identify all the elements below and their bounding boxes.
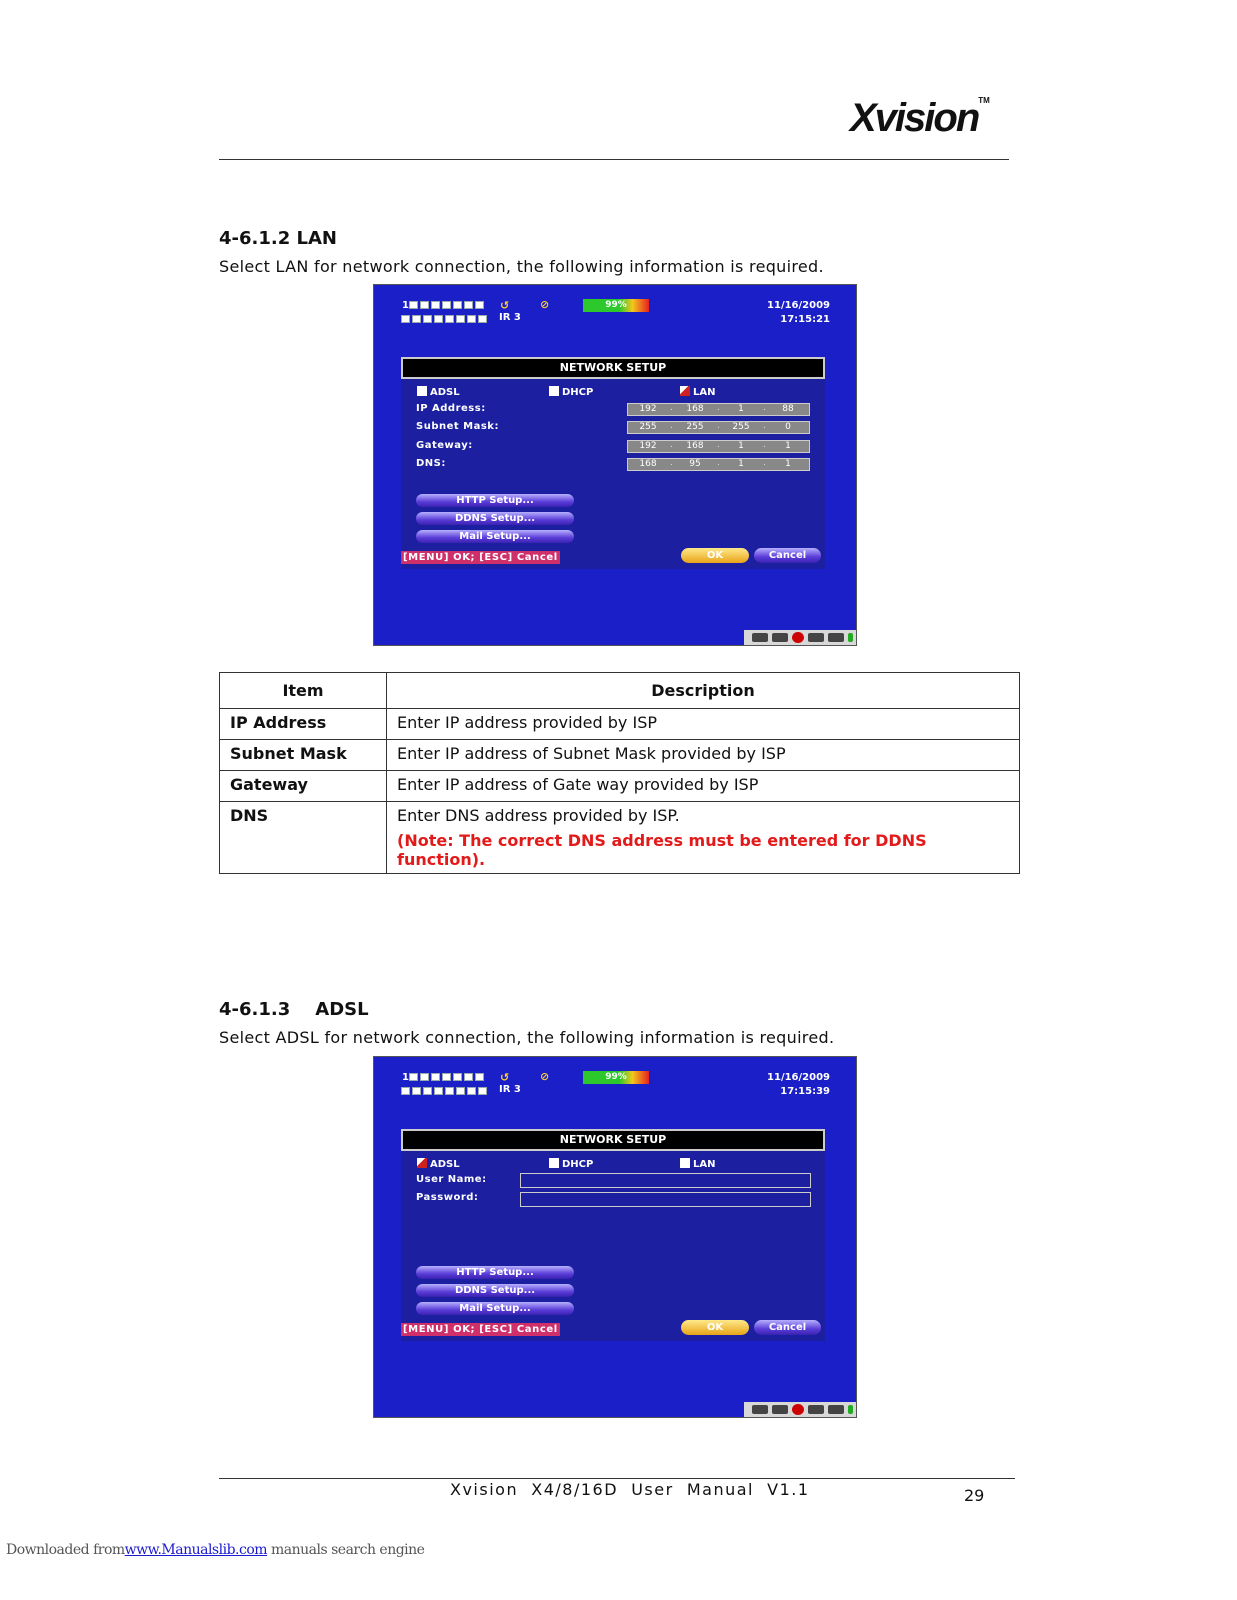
key-hint: [MENU] OK; [ESC] Cancel bbox=[403, 552, 558, 563]
adsl-option[interactable]: ADSL bbox=[417, 1158, 460, 1170]
http-setup-button[interactable]: HTTP Setup... bbox=[416, 1266, 574, 1279]
mail-setup-button[interactable]: Mail Setup... bbox=[416, 1302, 574, 1315]
dns-note: (Note: The correct DNS address must be entered for DDNS function). bbox=[397, 831, 927, 869]
cancel-button[interactable]: Cancel bbox=[754, 548, 821, 563]
lan-option[interactable]: LAN bbox=[680, 386, 715, 398]
dns-field[interactable]: 168 . 95 . 1 . 1 bbox=[627, 458, 810, 471]
http-setup-button[interactable]: HTTP Setup... bbox=[416, 494, 574, 507]
monitor-icon bbox=[772, 1405, 788, 1414]
subnet-mask-field[interactable]: 255 . 255 . 255 . 0 bbox=[627, 421, 810, 434]
checkbox-icon bbox=[549, 1158, 559, 1168]
network-icon: ↺ bbox=[500, 1071, 510, 1084]
download-notice: Downloaded fromwww.Manualslib.com manuals search engine bbox=[6, 1542, 425, 1558]
lock-icon: ⊘ bbox=[540, 298, 550, 311]
checkbox-checked-icon bbox=[680, 386, 690, 396]
settings-icon bbox=[828, 633, 844, 642]
camera-icon bbox=[752, 633, 768, 642]
power-icon bbox=[848, 633, 853, 642]
checkbox-icon bbox=[549, 386, 559, 396]
panel-title: NETWORK SETUP bbox=[401, 357, 825, 379]
disk-usage-bar: 99% bbox=[583, 1071, 649, 1084]
gateway-label: Gateway: bbox=[416, 440, 473, 451]
folder-icon bbox=[808, 1405, 824, 1414]
dhcp-option[interactable]: DHCP bbox=[549, 1158, 593, 1170]
lan-section-title: 4-6.1.2 LAN bbox=[219, 228, 337, 249]
checkbox-icon bbox=[417, 386, 427, 396]
mail-setup-button[interactable]: Mail Setup... bbox=[416, 530, 574, 543]
password-input[interactable] bbox=[520, 1192, 811, 1207]
disk-usage-bar: 99% bbox=[583, 299, 649, 312]
page-number: 29 bbox=[964, 1486, 985, 1505]
column-header-description: Description bbox=[387, 673, 1020, 709]
header-rule bbox=[219, 159, 1009, 160]
panel-title: NETWORK SETUP bbox=[401, 1129, 825, 1151]
lan-option[interactable]: LAN bbox=[680, 1158, 715, 1170]
key-hint: [MENU] OK; [ESC] Cancel bbox=[403, 1324, 558, 1335]
adsl-intro: Select ADSL for network connection, the following information is required. bbox=[219, 1028, 835, 1047]
ddns-setup-button[interactable]: DDNS Setup... bbox=[416, 512, 574, 525]
dhcp-option[interactable]: DHCP bbox=[549, 386, 593, 398]
cancel-button[interactable]: Cancel bbox=[754, 1320, 821, 1335]
monitor-icon bbox=[772, 633, 788, 642]
gateway-field[interactable]: 192 . 168 . 1 . 1 bbox=[627, 440, 810, 453]
folder-icon bbox=[808, 633, 824, 642]
user-name-input[interactable] bbox=[520, 1173, 811, 1188]
table-row: Gateway Enter IP address of Gate way provided by ISP bbox=[220, 771, 1020, 802]
lan-intro: Select LAN for network connection, the following information is required. bbox=[219, 257, 824, 276]
record-icon bbox=[792, 632, 804, 643]
ir-indicator: IR 3 bbox=[499, 1084, 521, 1095]
table-row: DNS Enter DNS address provided by ISP. (Note: The correct DNS address must be entered for DDNS function). bbox=[220, 802, 1020, 874]
channel-indicators: 1 bbox=[402, 1071, 489, 1099]
manualslib-link[interactable]: www.Manualslib.com bbox=[124, 1542, 268, 1558]
ir-indicator: IR 3 bbox=[499, 312, 521, 323]
record-icon bbox=[792, 1404, 804, 1415]
table-row: IP Address Enter IP address provided by ISP bbox=[220, 709, 1020, 740]
manual-footer: Xvision X4/8/16D User Manual V1.1 bbox=[450, 1480, 810, 1499]
power-icon bbox=[848, 1405, 853, 1414]
lock-icon: ⊘ bbox=[540, 1070, 550, 1083]
ddns-setup-button[interactable]: DDNS Setup... bbox=[416, 1284, 574, 1297]
ip-address-field[interactable]: 192 . 168 . 1 . 88 bbox=[627, 403, 810, 416]
xvision-logo: Xvision™ bbox=[850, 96, 990, 140]
network-icon: ↺ bbox=[500, 299, 510, 312]
datetime: 11/16/2009 17:15:21 bbox=[767, 300, 830, 325]
camera-icon bbox=[752, 1405, 768, 1414]
ip-address-label: IP Address: bbox=[416, 403, 486, 414]
checkbox-checked-icon bbox=[417, 1158, 427, 1168]
footer-rule bbox=[219, 1478, 1015, 1479]
lan-description-table bbox=[219, 672, 1020, 874]
status-tray bbox=[744, 1402, 856, 1417]
channel-indicators: 1 bbox=[402, 299, 489, 327]
ok-button[interactable]: OK bbox=[681, 548, 749, 563]
adsl-section-title: 4-6.1.3 ADSL bbox=[219, 999, 369, 1020]
subnet-mask-label: Subnet Mask: bbox=[416, 421, 499, 432]
ok-button[interactable]: OK bbox=[681, 1320, 749, 1335]
table-row: Subnet Mask Enter IP address of Subnet Mask provided by ISP bbox=[220, 740, 1020, 771]
datetime: 11/16/2009 17:15:39 bbox=[767, 1072, 830, 1097]
user-name-label: User Name: bbox=[416, 1174, 487, 1185]
column-header-item: Item bbox=[220, 673, 387, 709]
adsl-screen-capture bbox=[373, 1056, 857, 1418]
settings-icon bbox=[828, 1405, 844, 1414]
dns-label: DNS: bbox=[416, 458, 446, 469]
status-tray bbox=[744, 630, 856, 645]
adsl-option[interactable]: ADSL bbox=[417, 386, 460, 398]
password-label: Password: bbox=[416, 1192, 479, 1203]
checkbox-icon bbox=[680, 1158, 690, 1168]
lan-screen-capture bbox=[373, 284, 857, 646]
